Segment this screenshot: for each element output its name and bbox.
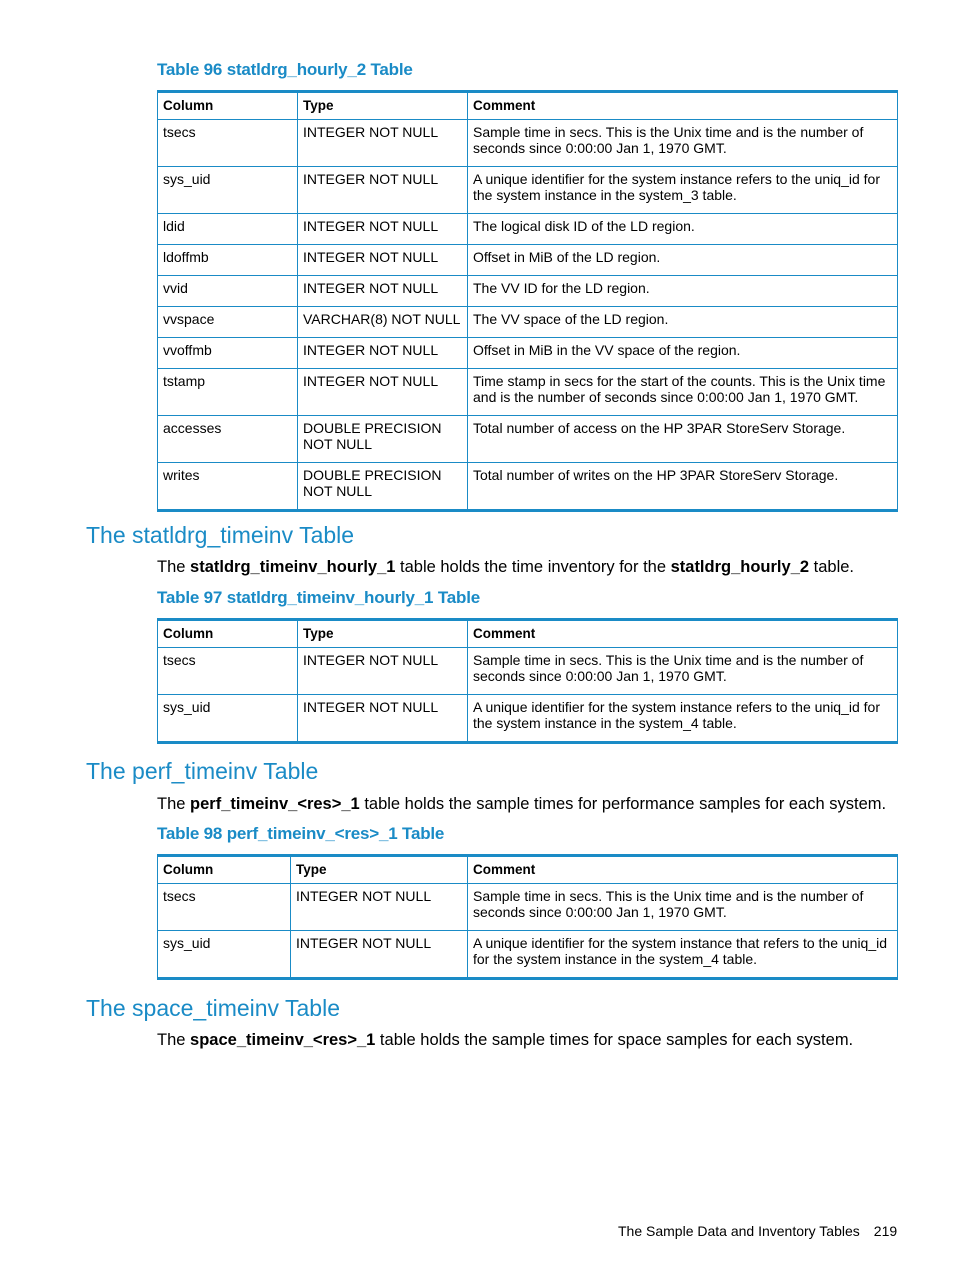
table-row [158,276,898,307]
para-text: The [157,558,191,576]
table-row [158,648,898,695]
comment-cell: Sample time in secs. This is the Unix time and is the number of seconds since 0:00:00 Jan 1, 1970 GMT. [468,120,898,167]
table-row [158,307,898,338]
type-cell: DOUBLE PRECISION NOT NULL [298,463,468,511]
column-header: Column [158,92,298,120]
type-cell: INTEGER NOT NULL [298,338,468,369]
type-cell: INTEGER NOT NULL [291,884,468,931]
section-paragraph-statldrg-timeinv [157,558,854,577]
type-cell: INTEGER NOT NULL [298,695,468,743]
type-cell: VARCHAR(8) NOT NULL [298,307,468,338]
type-header: Type [298,92,468,120]
table-row [158,167,898,214]
type-cell: INTEGER NOT NULL [298,648,468,695]
table-row [158,416,898,463]
page-footer [618,1223,897,1239]
comment-cell: Total number of access on the HP 3PAR StoreServ Storage. [468,416,898,463]
comment-cell: Sample time in secs. This is the Unix time and is the number of seconds since 0:00:00 Jan 1, 1970 GMT. [468,648,898,695]
table-97-caption: Table 97 statldrg_timeinv_hourly_1 Table [157,588,480,607]
column-name-cell: accesses [158,416,298,463]
table-header-row [158,620,898,648]
comment-header: Comment [468,92,898,120]
section-heading-perf-timeinv: The perf_timeinv Table [86,758,319,784]
column-name-cell: vvid [158,276,298,307]
type-cell: INTEGER NOT NULL [298,167,468,214]
table-96-caption: Table 96 statldrg_hourly_2 Table [157,60,413,79]
table-98-caption: Table 98 perf_timeinv_<res>_1 Table [157,824,445,843]
column-name-cell: sys_uid [158,167,298,214]
column-name-cell: vvoffmb [158,338,298,369]
section-paragraph-perf-timeinv [157,795,886,814]
page-number: 219 [873,1223,898,1239]
section-heading-space-timeinv: The space_timeinv Table [86,995,340,1021]
type-cell: INTEGER NOT NULL [298,369,468,416]
table-row [158,369,898,416]
table-header-row [158,856,898,884]
table-row [158,884,898,931]
table-row [158,463,898,511]
column-name-cell: tstamp [158,369,298,416]
table-row [158,120,898,167]
type-header: Type [291,856,468,884]
para-text: table holds the sample times for space samples for each system. [375,1031,854,1049]
para-bold-term: space_timeinv_<res>_1 [190,1031,376,1049]
comment-cell: The VV space of the LD region. [468,307,898,338]
column-name-cell: ldid [158,214,298,245]
column-name-cell: sys_uid [158,695,298,743]
para-bold-term: statldrg_timeinv_hourly_1 [190,558,396,576]
para-text: table holds the time inventory for the [395,558,671,576]
type-cell: DOUBLE PRECISION NOT NULL [298,416,468,463]
footer-title: The Sample Data and Inventory Tables [618,1223,860,1239]
column-header: Column [158,620,298,648]
column-name-cell: vvspace [158,307,298,338]
comment-cell: Offset in MiB of the LD region. [468,245,898,276]
column-name-cell: writes [158,463,298,511]
table-96 [157,90,898,512]
table-row [158,338,898,369]
para-bold-term: perf_timeinv_<res>_1 [190,795,360,813]
para-text: table holds the sample times for performance samples for each system. [359,795,887,813]
table-98 [157,854,898,980]
column-name-cell: tsecs [158,648,298,695]
comment-cell: Offset in MiB in the VV space of the region. [468,338,898,369]
type-cell: INTEGER NOT NULL [298,120,468,167]
comment-header: Comment [468,620,898,648]
column-name-cell: sys_uid [158,931,291,979]
table-row [158,695,898,743]
type-cell: INTEGER NOT NULL [291,931,468,979]
column-header: Column [158,856,291,884]
column-name-cell: tsecs [158,120,298,167]
para-text: The [157,795,191,813]
section-heading-statldrg-timeinv: The statldrg_timeinv Table [86,522,355,548]
comment-cell: A unique identifier for the system instance refers to the uniq_id for the system instance in the system_3 table. [468,167,898,214]
comment-cell: The logical disk ID of the LD region. [468,214,898,245]
table-row [158,214,898,245]
type-cell: INTEGER NOT NULL [298,245,468,276]
comment-cell: Time stamp in secs for the start of the counts. This is the Unix time and is the number of seconds since 0:00:00 Jan 1, 1970 GMT. [468,369,898,416]
comment-cell: Sample time in secs. This is the Unix time and is the number of seconds since 0:00:00 Jan 1, 1970 GMT. [468,884,898,931]
para-text: The [157,1031,191,1049]
type-cell: INTEGER NOT NULL [298,214,468,245]
comment-cell: The VV ID for the LD region. [468,276,898,307]
para-bold-term: statldrg_hourly_2 [670,558,810,576]
column-name-cell: tsecs [158,884,291,931]
comment-cell: Total number of writes on the HP 3PAR StoreServ Storage. [468,463,898,511]
comment-cell: A unique identifier for the system instance refers to the uniq_id for the system instance in the system_4 table. [468,695,898,743]
comment-header: Comment [468,856,898,884]
table-97 [157,618,898,744]
table-row [158,931,898,979]
table-header-row [158,92,898,120]
para-text: table. [809,558,855,576]
section-paragraph-space-timeinv [157,1031,853,1050]
comment-cell: A unique identifier for the system instance that refers to the uniq_id for the system instance in the system_4 table. [468,931,898,979]
type-cell: INTEGER NOT NULL [298,276,468,307]
column-name-cell: ldoffmb [158,245,298,276]
table-row [158,245,898,276]
type-header: Type [298,620,468,648]
